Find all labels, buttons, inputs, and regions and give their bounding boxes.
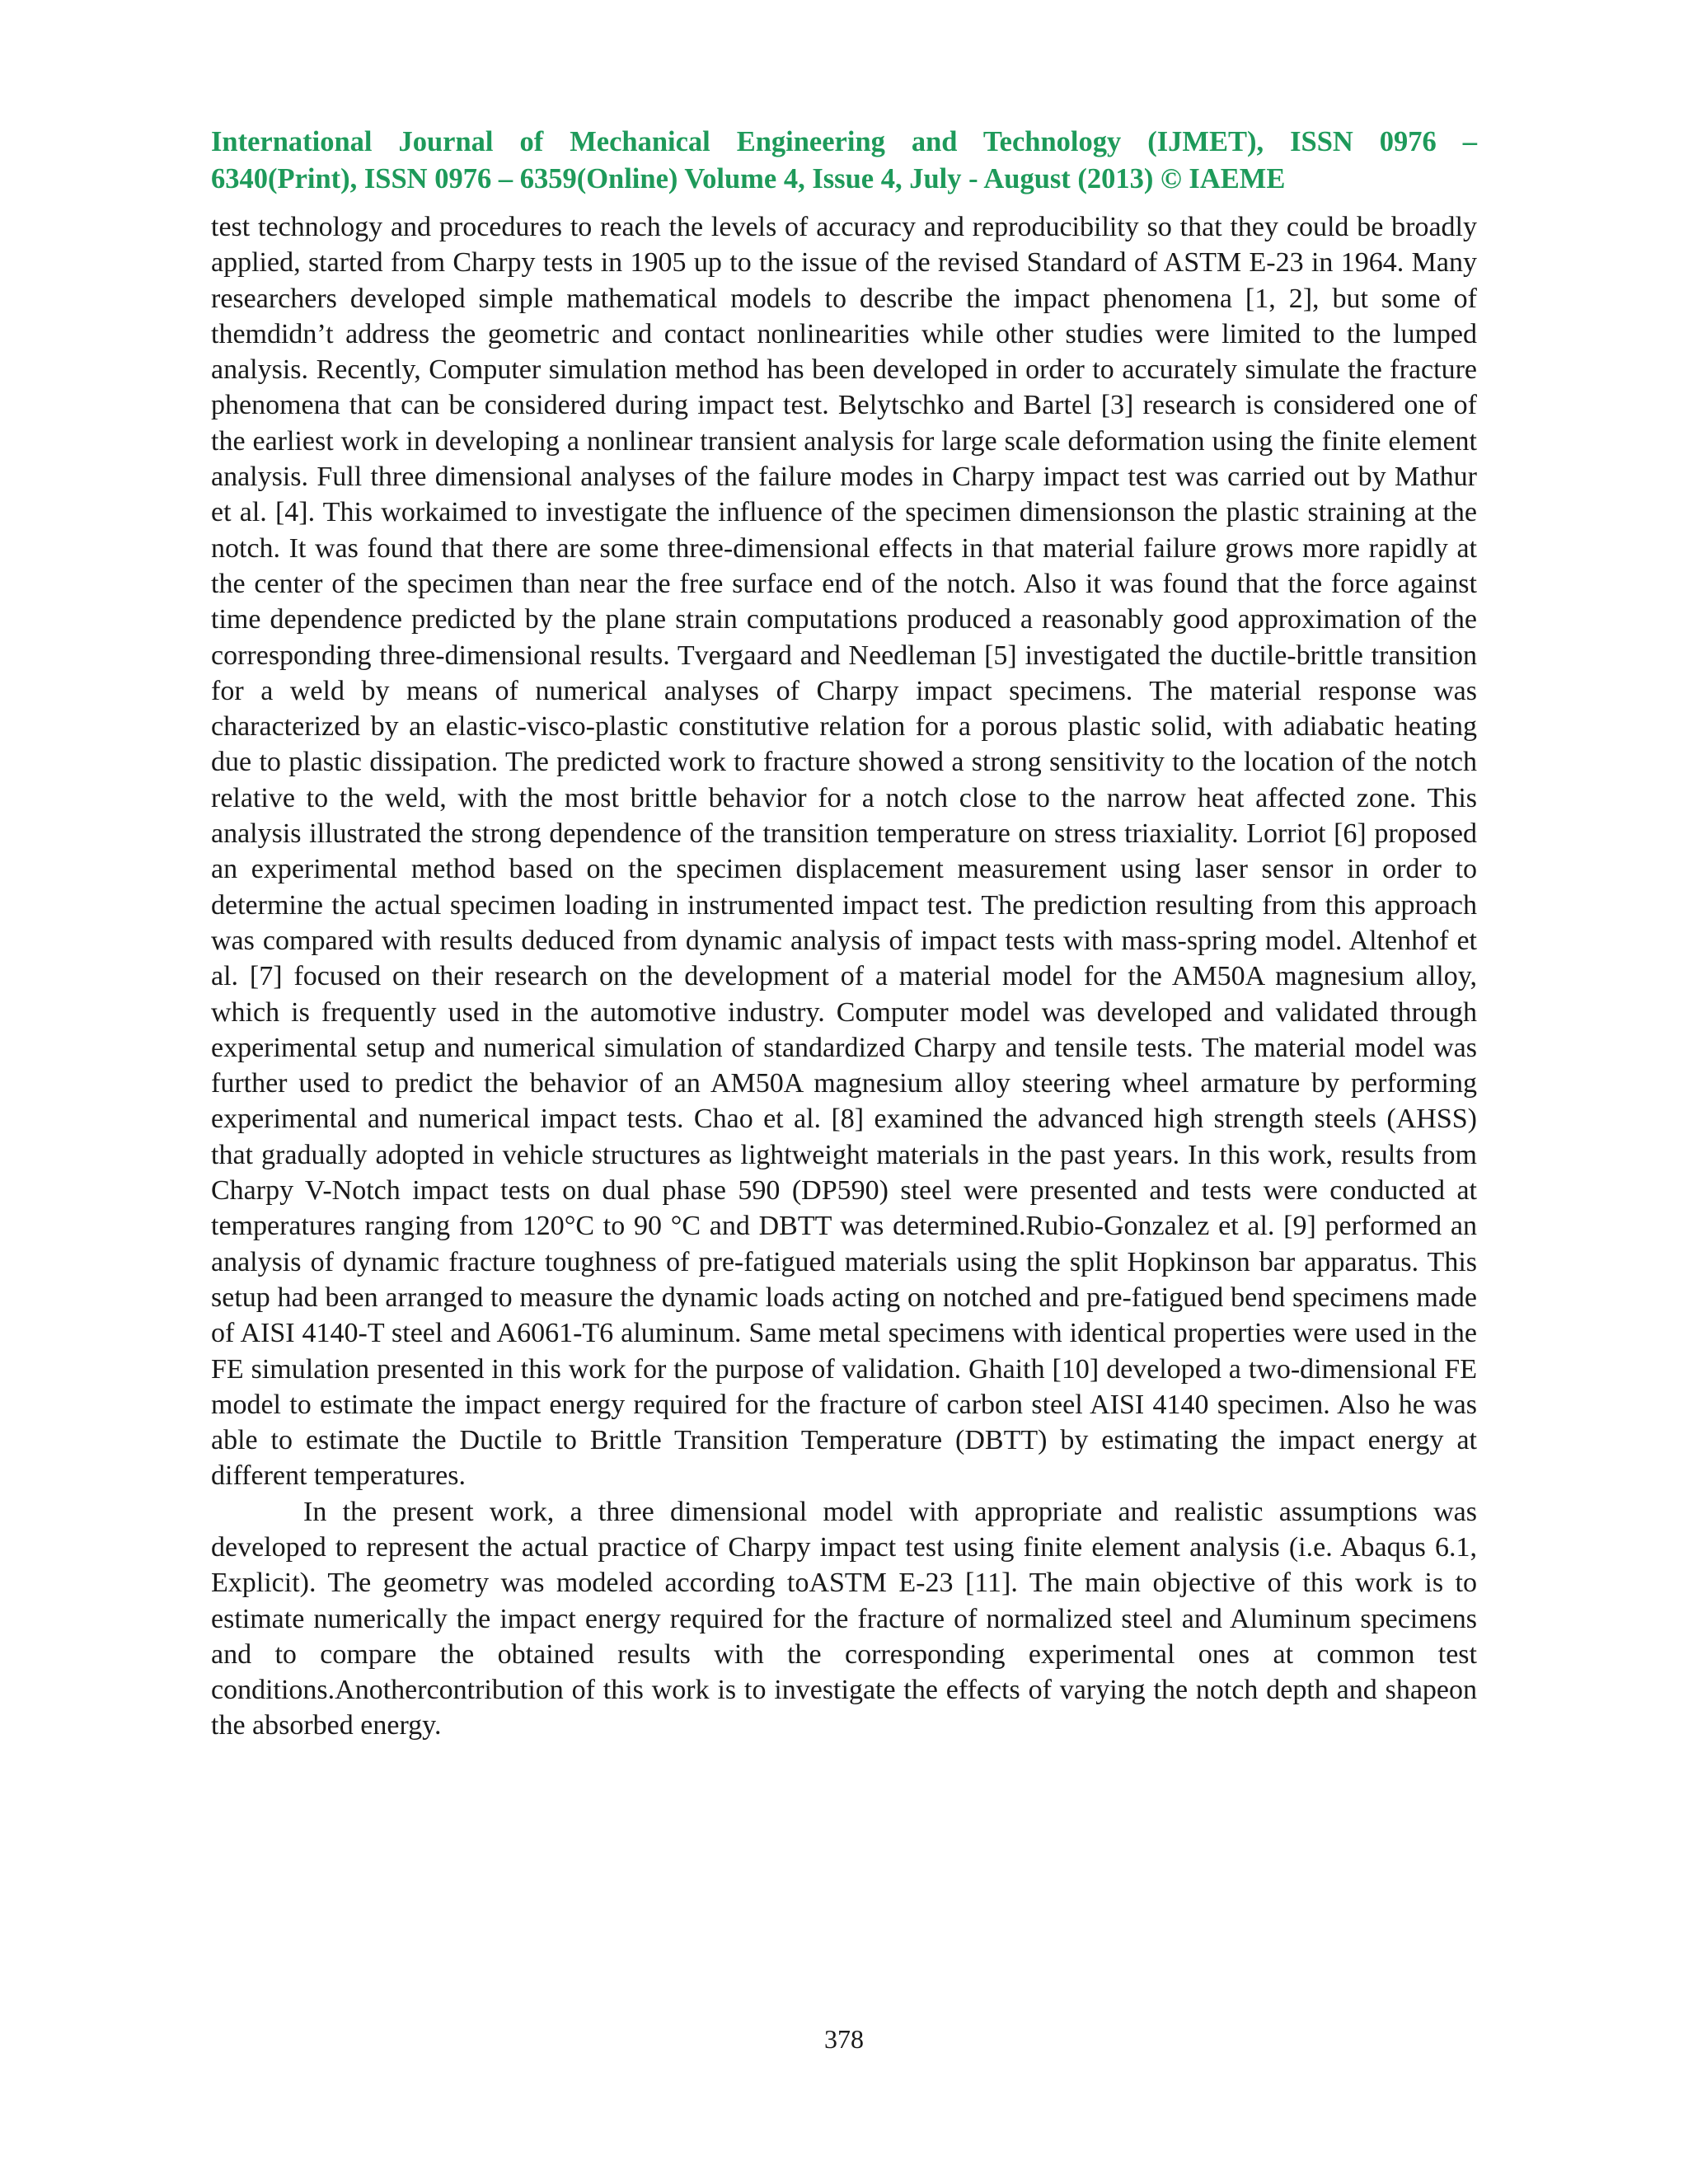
body-paragraph-2: In the present work, a three dimensional model with appropriate and realistic assumptions was developed to represent the actual practice of Charpy impact test using finite element analysis (i.e. Abaqus 6.1, Explicit). The geometry was modeled according toASTM E-23 [11]. The main objective of this work is to estimate numerically the impact energy required for the fracture of normalized steel and Aluminum specimens and to compare the obtained results with the corresponding experimental ones at common test conditions.Anothercontribution of this work is to investigate the effects of varying the notch depth and shapeon the absorbed energy. <box>211 1496 1477 1741</box>
page-number: 378 <box>824 2024 864 2054</box>
journal-header <box>211 124 1477 198</box>
page-content <box>211 124 1477 1744</box>
journal-header-line-2: 6340(Print), ISSN 0976 – 6359(Online) Volume 4, Issue 4, July - August (2013) © IAEME <box>211 163 1286 194</box>
journal-header-line-1: International Journal of Mechanical Engineering and Technology (IJMET), ISSN 0976 – <box>211 126 1477 157</box>
body-paragraph-1: test technology and procedures to reach the levels of accuracy and reproducibility so that they could be broadly applied, started from Charpy tests in 1905 up to the issue of the revised Standard of ASTM E-23 in 1964. Many researchers developed simple mathematical models to describe the impact phenomena [1, 2], but some of themdidn’t address the geometric and contact nonlinearities while other studies were limited to the lumped analysis. Recently, Computer simulation method has been developed in order to accurately simulate the fracture phenomena that can be considered during impact test. Belytschko and Bartel [3] research is considered one of the earliest work in developing a nonlinear transient analysis for large scale deformation using the finite element analysis. Full three dimensional analyses of the failure modes in Charpy impact test was carried out by Mathur et al. [4]. This workaimed to investigate the influence of the specimen dimensionson the plastic straining at the notch. It was found that there are some three-dimensional effects in that material failure grows more rapidly at the center of the specimen than near the free surface end of the notch. Also it was found that the force against time dependence predicted by the plane strain computations produced a reasonably good approximation of the corresponding three-dimensional results. Tvergaard and Needleman [5] investigated the ductile-brittle transition for a weld by means of numerical analyses of Charpy impact specimens. The material response was characterized by an elastic-visco-plastic constitutive relation for a porous plastic solid, with adiabatic heating due to plastic dissipation. The predicted work to fracture showed a strong sensitivity to the location of the notch relative to the weld, with the most brittle behavior for a notch close to the narrow heat affected zone. This analysis illustrated the strong dependence of the transition temperature on stress triaxiality. Lorriot [6] proposed an experimental method based on the specimen displacement measurement using laser sensor in order to determine the actual specimen loading in instrumented impact test. The prediction resulting from this approach was compared with results deduced from dynamic analysis of impact tests with mass-spring model. Altenhof et al. [7] focused on their research on the development of a material model for the AM50A magnesium alloy, which is frequently used in the automotive industry. Computer model was developed and validated through experimental setup and numerical simulation of standardized Charpy and tensile tests. The material model was further used to predict the behavior of an AM50A magnesium alloy steering wheel armature by performing experimental and numerical impact tests. Chao et al. [8] examined the advanced high strength steels (AHSS) that gradually adopted in vehicle structures as lightweight materials in the past years. In this work, results from Charpy V-Notch impact tests on dual phase 590 (DP590) steel were presented and tests were conducted at temperatures ranging from 120°C to 90 °C and DBTT was determined.Rubio-Gonzalez et al. [9] performed an analysis of dynamic fracture toughness of pre-fatigued materials using the split Hopkinson bar apparatus. This setup had been arranged to measure the dynamic loads acting on notched and pre-fatigued bend specimens made of AISI 4140-T steel and A6061-T6 aluminum. Same metal specimens with identical properties were used in the FE simulation presented in this work for the purpose of validation. Ghaith [10] developed a two-dimensional FE model to estimate the impact energy required for the fracture of carbon steel AISI 4140 specimen. Also he was able to estimate the Ductile to Brittle Transition Temperature (DBTT) by estimating the impact energy at different temperatures. <box>211 212 1477 1492</box>
